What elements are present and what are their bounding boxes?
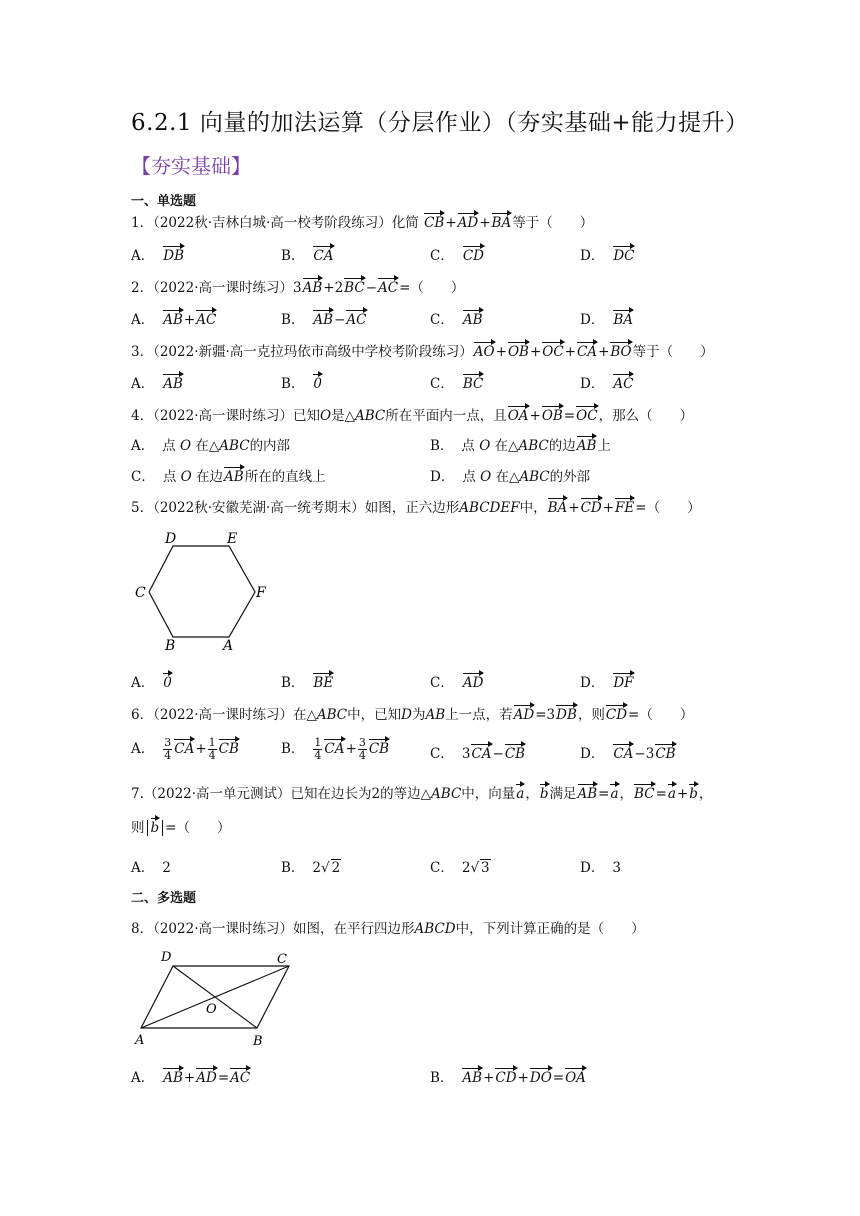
operator: + — [479, 215, 491, 231]
question-4 — [131, 404, 693, 424]
option-b[interactable] — [430, 434, 611, 454]
operator: + — [345, 741, 357, 757]
operator: = — [552, 1070, 565, 1086]
vector: CA — [577, 340, 597, 360]
shape-label: ABCDEF — [459, 500, 520, 516]
question-source: （2022·新疆·高一克拉玛依市高级中学校考阶段练习） — [153, 344, 473, 360]
text: ，则 — [577, 707, 605, 723]
vertex-label-a: A — [223, 638, 234, 654]
fraction — [313, 737, 322, 762]
vertex-label-f: F — [256, 585, 266, 601]
operator: −3 — [634, 746, 655, 762]
section-heading: 【夯实基础】 — [131, 154, 251, 178]
question-tail: 等于（ ） — [512, 215, 594, 231]
option-a[interactable] — [131, 856, 171, 876]
group-heading-multi: 二、多选题 — [131, 891, 197, 906]
option-c[interactable] — [430, 308, 484, 328]
operator: = — [655, 786, 667, 802]
option-a[interactable] — [131, 434, 290, 454]
vector: DO — [530, 1066, 552, 1086]
operator: + — [676, 786, 689, 802]
option-a[interactable] — [131, 372, 184, 392]
numerator: 3 — [164, 736, 172, 749]
question-number: 4． — [131, 408, 154, 424]
vector-b: b — [540, 782, 549, 802]
vector: BC — [463, 372, 484, 392]
sqrt-icon: √ — [321, 860, 330, 876]
group-heading-single: 一、单选题 — [131, 194, 197, 209]
option-a[interactable] — [131, 1066, 251, 1086]
vector: CA — [313, 244, 333, 264]
vector: AB — [577, 434, 597, 454]
operator: + — [195, 741, 207, 757]
vector: AD — [514, 703, 535, 723]
vector: OB — [508, 340, 529, 360]
vector: CA — [613, 742, 633, 762]
vector: CD — [495, 1066, 516, 1086]
option-b[interactable] — [430, 1066, 587, 1086]
question-source: （2022·高一课时练习） — [153, 280, 293, 296]
question-1 — [131, 211, 593, 231]
shape-label: ABCD — [414, 921, 456, 937]
operator: = — [563, 408, 576, 424]
option-label: D． — [580, 248, 605, 264]
parallelogram-figure — [131, 946, 301, 1051]
question-source: （2022·高一课时练习）如图，在平行四边形 — [153, 921, 415, 937]
question-number: 7. — [131, 786, 144, 802]
point-label: O — [480, 469, 492, 485]
option-d[interactable] — [580, 742, 677, 762]
vector-a: a — [516, 782, 524, 802]
fraction — [358, 737, 367, 762]
question-source: （2022·高一单元测试）已知在边长为 — [143, 786, 372, 802]
text: 点 — [461, 438, 475, 454]
option-label: C． — [430, 860, 454, 876]
option-label: C． — [430, 376, 454, 392]
text: 为 — [411, 707, 426, 723]
vector: CB — [424, 211, 444, 231]
text: 上一点，若 — [445, 707, 513, 723]
vector: DB — [163, 244, 184, 264]
question-tail: 中，下列计算正确的是（ ） — [455, 921, 645, 937]
value: 3 — [612, 860, 621, 876]
option-label: C． — [131, 469, 155, 485]
vector: CD — [581, 496, 602, 516]
vertex-label-a: A — [135, 1033, 145, 1048]
option-c[interactable] — [430, 372, 484, 392]
option-label: B． — [281, 312, 305, 328]
text: 上 — [597, 438, 611, 454]
number: 2 — [371, 786, 381, 802]
vertex-label-d: D — [165, 531, 177, 547]
text: 的内部 — [249, 438, 291, 454]
option-c[interactable] — [430, 856, 491, 876]
vector: AC — [613, 372, 633, 392]
text: 的边 — [548, 438, 576, 454]
magnitude — [147, 820, 164, 836]
triangle-label: △ABC — [420, 786, 462, 802]
option-c[interactable] — [430, 244, 485, 264]
text: 所在平面内一点，且 — [385, 408, 507, 424]
question-3 — [131, 340, 714, 360]
option-label: C． — [430, 746, 454, 762]
vector: OA — [508, 404, 529, 424]
text: 则 — [131, 820, 145, 836]
operator: + — [517, 1070, 529, 1086]
center-label-o: O — [206, 1002, 217, 1017]
option-label: A． — [131, 741, 155, 757]
point-label: O — [180, 438, 192, 454]
vector: CB — [505, 742, 525, 762]
diagonal-bd — [173, 966, 257, 1028]
vector: CA — [471, 742, 491, 762]
vector: AD — [458, 211, 479, 231]
option-b[interactable] — [281, 856, 341, 876]
operator: + — [183, 312, 196, 328]
option-label: A． — [131, 312, 155, 328]
vector: AB — [462, 1066, 482, 1086]
triangle-label: △ABC — [306, 707, 348, 723]
vector: OB — [542, 404, 563, 424]
operator: + — [495, 344, 507, 360]
vertex-label-d: D — [161, 950, 172, 965]
operator: + — [445, 215, 457, 231]
option-label: B． — [430, 438, 454, 454]
vector: DF — [613, 671, 633, 691]
vector: AC — [196, 308, 216, 328]
vector: b — [689, 782, 698, 802]
vertex-label-c: C — [277, 952, 287, 967]
vector: BA — [492, 211, 512, 231]
question-number: 1． — [131, 215, 154, 231]
operator: + — [564, 344, 576, 360]
vector: BA — [613, 308, 633, 328]
option-d[interactable] — [580, 671, 635, 691]
text: ， — [525, 786, 539, 802]
text: 在 — [195, 438, 209, 454]
operator: + — [598, 344, 610, 360]
text: 是 — [331, 408, 345, 424]
vector: BC — [634, 782, 655, 802]
option-a[interactable] — [131, 244, 185, 264]
vector: AB — [163, 308, 183, 328]
vector: AC — [378, 276, 398, 296]
operator: = — [635, 500, 647, 516]
option-label: B． — [430, 1070, 454, 1086]
zero-vector: 0 — [163, 671, 172, 691]
segment-label: AB — [425, 707, 446, 723]
question-tail: =（ ） — [628, 707, 694, 723]
vector: a — [668, 782, 676, 802]
text: ， — [698, 786, 713, 802]
vector: CB — [369, 737, 389, 757]
vector: a — [610, 782, 618, 802]
option-b[interactable] — [281, 244, 335, 264]
option-label: A． — [131, 438, 155, 454]
text: ， — [619, 786, 634, 802]
text: 中，已知 — [347, 707, 402, 723]
option-a[interactable] — [131, 737, 240, 762]
point-label: D — [401, 707, 412, 723]
operator: + — [183, 1070, 196, 1086]
option-label: B． — [281, 741, 305, 757]
option-b[interactable] — [281, 372, 323, 392]
vector: AC — [346, 308, 366, 328]
triangle-label: △ABC — [344, 408, 386, 424]
text: 中，向量 — [461, 786, 516, 802]
operator: − — [334, 312, 346, 328]
option-label: A． — [131, 860, 155, 876]
vector: CB — [655, 742, 675, 762]
denominator: 4 — [358, 749, 366, 762]
option-d[interactable] — [430, 465, 590, 485]
vector: AB — [163, 372, 183, 392]
denominator: 4 — [208, 749, 216, 762]
question-number: 2． — [131, 280, 154, 296]
option-label: A． — [131, 675, 155, 691]
question-source: （2022·高一课时练习）在 — [153, 707, 307, 723]
vector: BC — [344, 276, 365, 296]
question-number: 5． — [131, 500, 154, 516]
vector: AD — [196, 1066, 217, 1086]
vector: AB — [463, 308, 483, 328]
option-b[interactable] — [281, 737, 390, 762]
operator: = — [399, 280, 411, 296]
option-label: B． — [281, 675, 305, 691]
option-label: D． — [580, 675, 605, 691]
option-d[interactable] — [580, 856, 621, 876]
option-label: C． — [430, 312, 454, 328]
triangle-label: △ABC — [508, 438, 549, 454]
question-tail: （ ） — [646, 500, 701, 516]
vector: AO — [474, 340, 495, 360]
question-number: 6． — [131, 707, 154, 723]
denominator: 4 — [314, 749, 322, 762]
question-8 — [131, 917, 645, 937]
vector: CD — [463, 244, 484, 264]
vertex-label-b: B — [253, 1034, 263, 1049]
triangle-label: △ABC — [509, 469, 550, 485]
sqrt-icon: √ — [470, 860, 480, 876]
vector: AB — [578, 782, 598, 802]
option-label: C． — [430, 248, 454, 264]
option-d[interactable] — [580, 244, 635, 264]
option-label: C． — [430, 675, 454, 691]
operator: − — [492, 746, 504, 762]
question-7-line-2 — [131, 816, 230, 836]
text: 点 — [462, 469, 476, 485]
text: 的外部 — [549, 469, 591, 485]
option-b[interactable] — [281, 671, 334, 691]
coefficient: 3 — [293, 280, 302, 296]
operator: =3 — [535, 707, 556, 723]
vector: DC — [613, 244, 634, 264]
coefficient: 2 — [461, 860, 471, 876]
question-2 — [131, 276, 464, 296]
hexagon-shape — [149, 546, 255, 637]
operator: − — [365, 280, 377, 296]
question-number: 3． — [131, 344, 154, 360]
value: 2 — [162, 860, 171, 876]
question-6 — [131, 703, 693, 723]
question-5 — [131, 496, 701, 516]
option-a[interactable] — [131, 671, 173, 691]
option-label: B． — [281, 248, 305, 264]
operator: + — [568, 500, 580, 516]
question-7 — [131, 782, 712, 802]
option-label: A． — [131, 376, 155, 392]
vector: AB — [303, 276, 323, 296]
option-label: A． — [131, 248, 155, 264]
operator: +2 — [323, 280, 344, 296]
text: 满足 — [549, 786, 577, 802]
question-tail: （ ） — [410, 280, 465, 296]
option-c[interactable] — [131, 465, 326, 485]
text: 在边 — [196, 469, 224, 485]
coefficient: 3 — [461, 746, 471, 762]
vector: BE — [313, 671, 333, 691]
vector: FE — [615, 496, 634, 516]
vector: BO — [610, 340, 631, 360]
text: 所在的直线上 — [244, 469, 326, 485]
vector: AB — [313, 308, 333, 328]
question-source: （2022·高一课时练习）已知 — [153, 408, 320, 424]
option-label: D． — [580, 312, 605, 328]
option-a[interactable] — [131, 308, 217, 328]
text: 在 — [495, 469, 509, 485]
vector: CA — [174, 737, 194, 757]
option-label: D． — [430, 469, 455, 485]
vector: CB — [219, 737, 239, 757]
operator: + — [529, 344, 542, 360]
option-d[interactable] — [580, 372, 634, 392]
vertex-label-c: C — [135, 585, 146, 601]
denominator: 4 — [164, 749, 172, 762]
option-c[interactable] — [430, 742, 526, 762]
page-title: 6.2.1 向量的加法运算（分层作业）（夯实基础+能力提升） — [131, 110, 749, 136]
question-tail: ，那么（ ） — [598, 408, 694, 424]
question-source: （2022秋·吉林白城·高一校考阶段练习）化简 — [153, 215, 419, 231]
coefficient: 2 — [312, 860, 322, 876]
text: 在 — [494, 438, 509, 454]
option-label: D． — [580, 860, 605, 876]
radicand: 2 — [331, 860, 341, 876]
zero-vector: 0 — [313, 372, 322, 392]
operator: = — [598, 786, 610, 802]
point-label: O — [479, 438, 491, 454]
point-label: O — [320, 408, 332, 424]
vector-b: b — [151, 816, 160, 836]
numerator: 1 — [208, 736, 216, 749]
vector: AC — [230, 1066, 250, 1086]
operator: + — [529, 408, 541, 424]
option-label: D． — [580, 746, 605, 762]
vector: CA — [324, 737, 344, 757]
vector: AD — [463, 671, 484, 691]
triangle-label: △ABC — [208, 438, 250, 454]
vector: CD — [606, 703, 627, 723]
numerator: 3 — [358, 736, 366, 749]
operator: + — [602, 500, 615, 516]
point-label: O — [180, 469, 192, 485]
text: 点 — [162, 438, 176, 454]
vertex-label-b: B — [165, 638, 176, 654]
vector: AB — [163, 1066, 183, 1086]
option-label: B． — [281, 860, 305, 876]
option-d[interactable] — [580, 308, 634, 328]
text: 点 — [162, 469, 177, 485]
question-source: （2022秋·安徽芜湖·高一统考期末）如图，正六边形 — [153, 500, 460, 516]
fraction — [163, 737, 172, 762]
option-c[interactable] — [430, 671, 484, 691]
operator: + — [483, 1070, 495, 1086]
option-label: A． — [131, 1070, 155, 1086]
hexagon-figure — [131, 525, 276, 655]
vector: OC — [542, 340, 563, 360]
vector: DB — [556, 703, 577, 723]
option-label: D． — [580, 376, 605, 392]
text: 的等边 — [380, 786, 421, 802]
operator: = — [217, 1070, 230, 1086]
fraction — [208, 737, 217, 762]
option-label: B． — [281, 376, 305, 392]
vector: OC — [576, 404, 597, 424]
vector: OA — [565, 1066, 586, 1086]
vector: AB — [224, 465, 244, 485]
option-b[interactable] — [281, 308, 368, 328]
text: 中， — [519, 500, 547, 516]
question-tail: 等于（ ） — [632, 344, 714, 360]
numerator: 1 — [314, 736, 322, 749]
question-number: 8． — [131, 921, 154, 937]
question-tail: =（ ） — [165, 820, 231, 836]
vector: BA — [548, 496, 568, 516]
radicand: 3 — [481, 860, 490, 876]
vertex-label-e: E — [227, 531, 238, 547]
